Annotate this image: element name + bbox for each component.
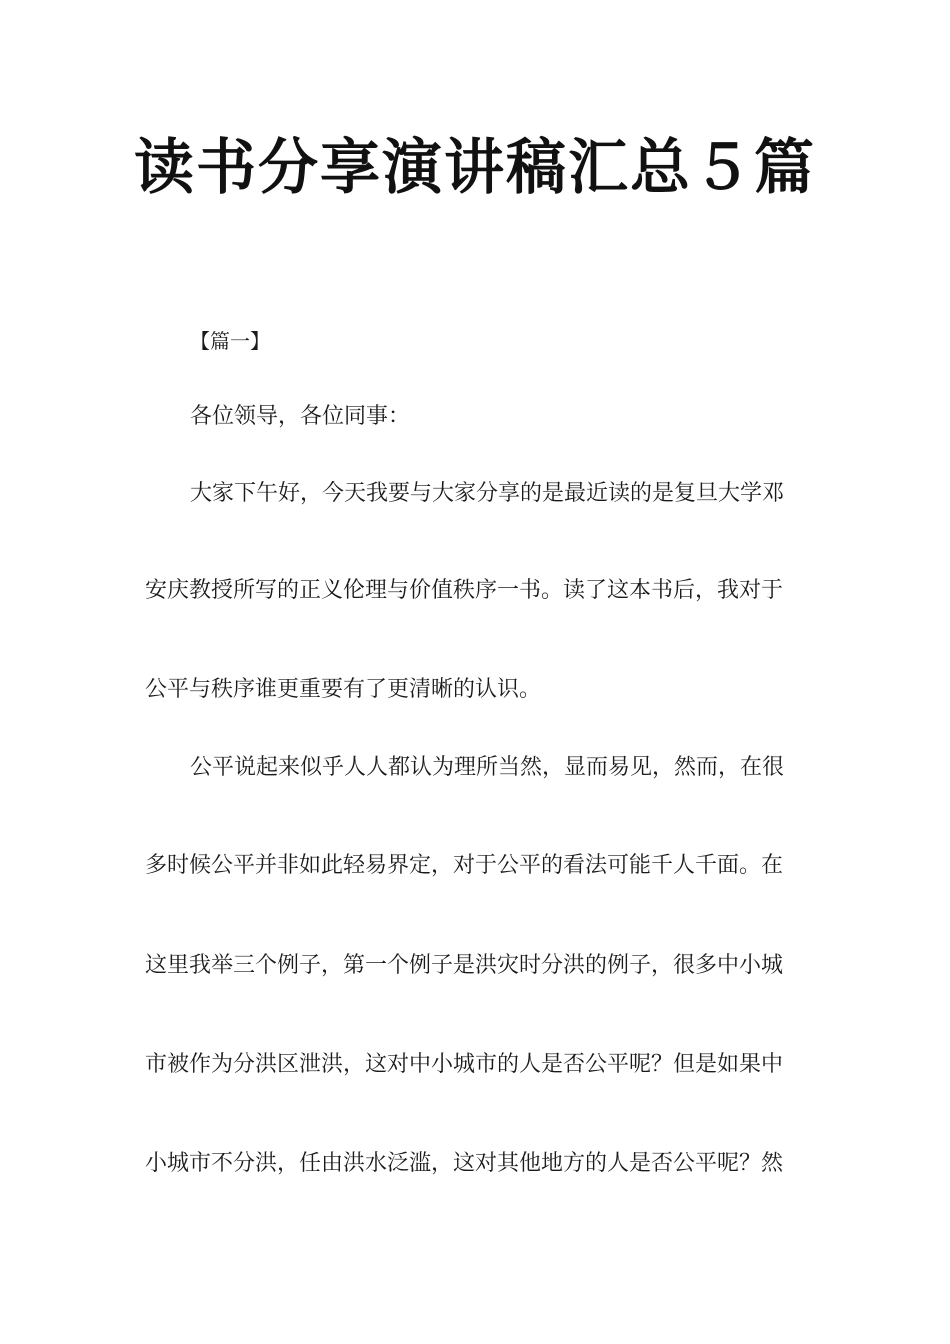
paragraph-line: 多时候公平并非如此轻易界定，对于公平的看法可能千人千面。在 <box>145 853 784 878</box>
section-label: 【篇一】 <box>190 329 270 353</box>
greeting-line: 各位领导，各位同事： <box>190 404 411 429</box>
paragraph-line: 公平说起来似乎人人都认为理所当然，显而易见，然而，在很 <box>190 755 785 780</box>
paragraph-line: 市被作为分洪区泄洪，这对中小城市的人是否公平呢？但是如果中 <box>145 1052 784 1077</box>
paragraph-line: 小城市不分洪，任由洪水泛滥，这对其他地方的人是否公平呢？然 <box>145 1151 784 1176</box>
paragraph-line: 这里我举三个例子，第一个例子是洪灾时分洪的例子，很多中小城 <box>145 953 784 978</box>
document-title: 读书分享演讲稿汇总５篇 <box>134 133 816 203</box>
paragraph-line: 大家下午好，今天我要与大家分享的是最近读的是复旦大学邓 <box>190 481 785 506</box>
paragraph-line: 安庆教授所写的正义伦理与价值秩序一书。读了这本书后，我对于 <box>145 578 784 603</box>
paragraph-line: 公平与秩序谁更重要有了更清晰的认识。 <box>145 677 542 702</box>
